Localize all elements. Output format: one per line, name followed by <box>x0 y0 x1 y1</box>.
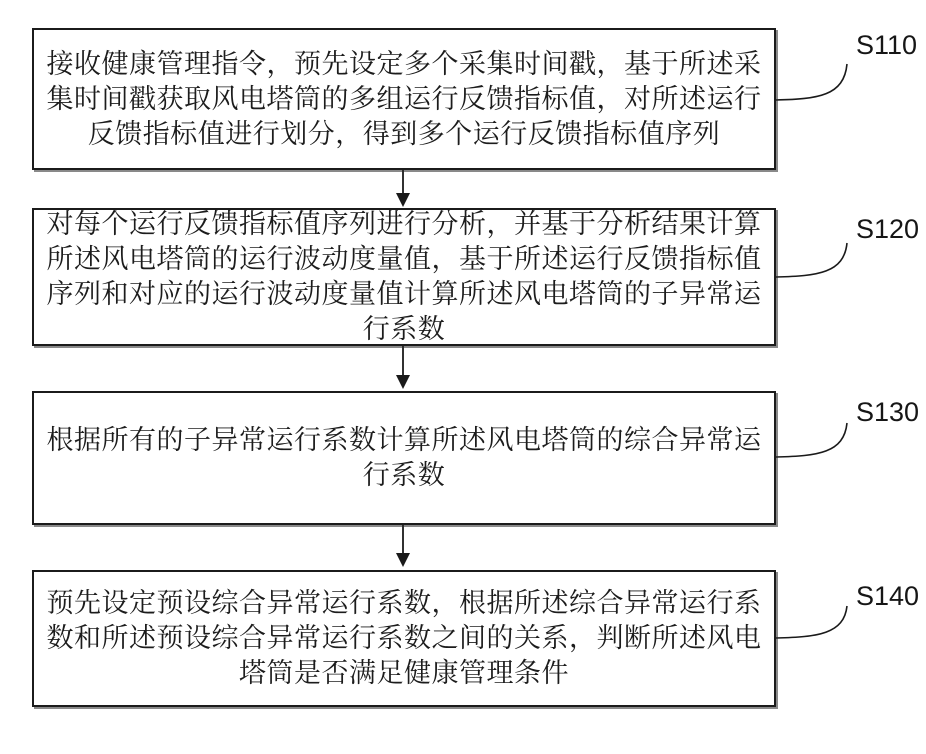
down-arrow-connector-3 <box>396 525 410 567</box>
step-box-s130 <box>32 391 776 525</box>
step-box-s140 <box>32 570 776 707</box>
step-box-s110 <box>32 28 776 170</box>
leader-line-s110 <box>776 64 847 100</box>
step-text-s130: 根据所有的子异常运行系数计算所述风电塔筒的综合异常运 行系数 <box>46 425 762 491</box>
step-label-s110: S110 <box>856 30 918 60</box>
step-text-s120: 对每个运行反馈指标值序列进行分析，并基于分析结果计算 所述风电塔筒的运行波动度量值，基于所述运行反馈指标值 序列和对应的运行波动度量值计算所述风电塔筒的子异常运 行系数 <box>46 209 762 345</box>
step-text-s140: 预先设定预设综合异常运行系数，根据所述综合异常运行系 数和所述预设综合异常运行系数之间的关系，判断所述风电 塔筒是否满足健康管理条件 <box>46 588 762 689</box>
step-label-s130: S130 <box>856 397 920 427</box>
leader-line-s120 <box>776 243 847 277</box>
step-label-s120: S120 <box>856 214 920 244</box>
leader-line-s130 <box>776 423 847 457</box>
leader-line-s140 <box>776 606 847 638</box>
step-text-s110: 接收健康管理指令，预先设定多个采集时间戳，基于所述采 集时间戳获取风电塔筒的多组运行反馈指标值，对所述运行 反馈指标值进行划分，得到多个运行反馈指标值序列 <box>46 48 762 150</box>
step-label-s140: S140 <box>856 581 920 611</box>
step-box-s120 <box>32 208 776 346</box>
down-arrow-connector-2 <box>396 346 410 389</box>
down-arrow-connector-1 <box>396 170 410 207</box>
